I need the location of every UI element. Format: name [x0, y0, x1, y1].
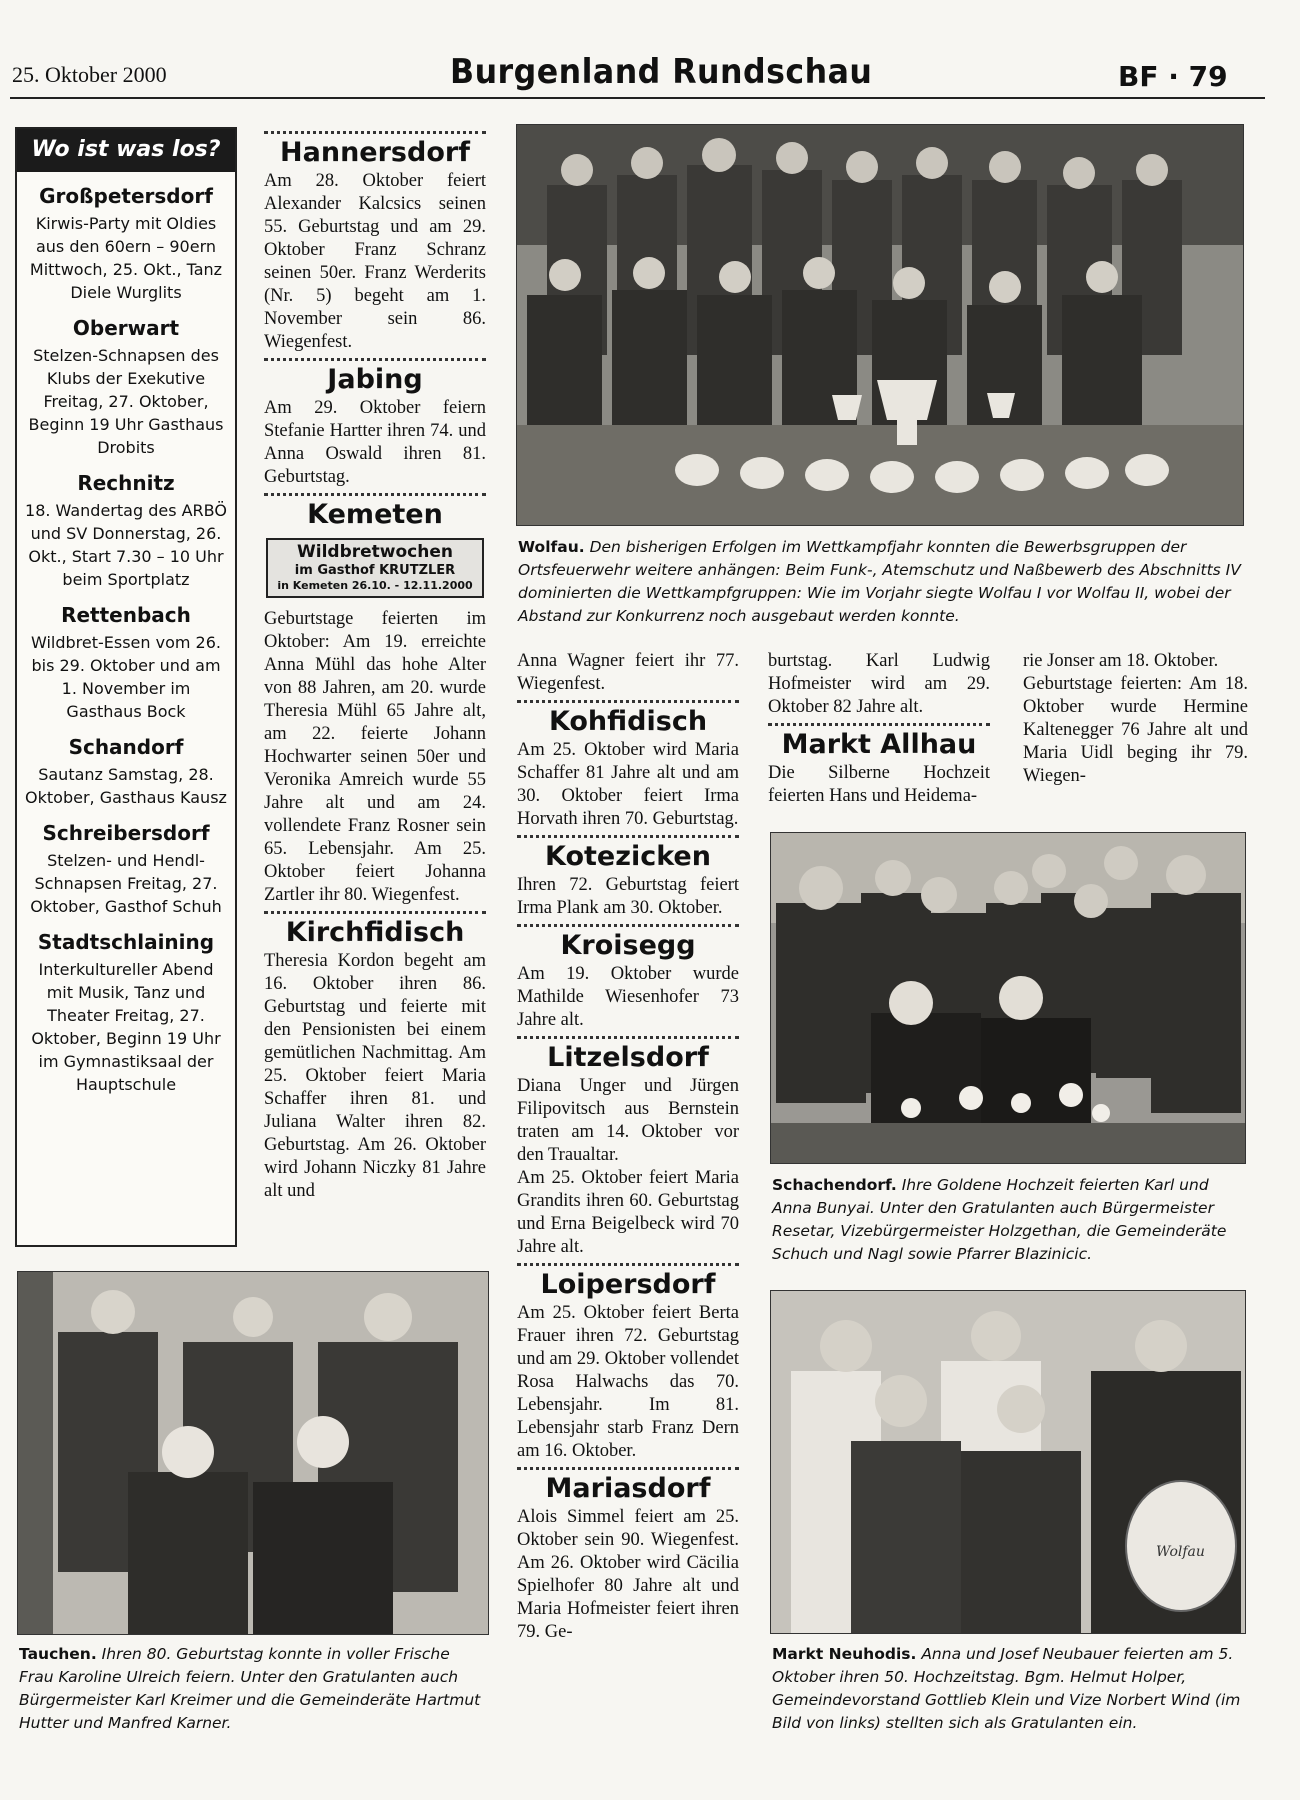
section-text: Am 25. Oktober feiert Maria Grandits ihren 60. Geburtstag und Erna Beigelbeck wird 70 Jahre alt.	[517, 1168, 739, 1257]
section-text: Die Silberne Hochzeit feierten Hans und Heidema-	[768, 763, 990, 806]
section-text: Alois Simmel feiert am 25. Oktober sein 90. Wiegenfest. Am 26. Oktober wird Cäcilia Spielhofer 80 Jahre alt und Maria Hofmeister feiert ihren 79. Ge-	[517, 1507, 739, 1642]
section-text: Anna Wagner feiert ihr 77. Wiegenfest.	[517, 651, 739, 694]
section-divider	[264, 358, 486, 361]
section-text: Diana Unger und Jürgen Filipovitsch aus Bernstein traten am 14. Oktober vor den Traualtar.	[517, 1076, 739, 1165]
section-divider	[517, 1036, 739, 1039]
section-divider	[517, 1467, 739, 1470]
section-heading: Loipersdorf	[540, 1269, 716, 1300]
section-text: Am 25. Oktober wird Maria Schaffer 81 Jahre alt und am 30. Oktober feiert Irma Horvath ihren 70. Geburtstag.	[517, 740, 739, 829]
event-place: Rechnitz	[77, 471, 175, 495]
basket-label: Wolfau	[1156, 1544, 1205, 1560]
section-text: Geburtstage feierten im Oktober: Am 19. erreichte Anna Mühl das hohe Alter von 88 Jahren, am 20. wurde Theresia Mühl 65 Jahre alt, am 22. feierte Johann Hochwarter seinen 50er und Veronika Amreich wurde 55 Jahre alt und am 24. vollendete Franz Rosner sein 65. Lebensjahr. Am 25. Oktober feiert Johanna Zartler ihr 80. Wiegenfest.	[264, 609, 486, 905]
caption-wolfau	[518, 536, 1246, 628]
section-text: Am 29. Oktober feiern Stefanie Hartter ihren 74. und Anna Oswald ihren 81. Geburtstag.	[264, 398, 486, 487]
caption-text: Ihren 80. Geburtstag konnte in voller Frische Frau Karoline Ulreich feiern. Unter den Gratulanten auch Bürgermeister Karl Kreimer und die Gemeinderäte Hartmut Hutter und Manfred Karner.	[19, 1645, 481, 1732]
section-heading: Jabing	[327, 364, 423, 395]
caption-tauchen	[19, 1643, 487, 1735]
ad-line: in Kemeten 26.10. - 12.11.2000	[277, 579, 473, 592]
section-text: Theresia Kordon begeht am 16. Oktober ihren 86. Geburtstag und feierte mit den Pensionisten bei einem gemütlichen Nachmittag. Am 25. Oktober feiert Maria Schaffer ihren 81. und Juliana Walter ihren 82. Geburtstag. Am 26. Oktober wird Johann Niczky 81 Jahre alt und	[264, 951, 486, 1201]
caption-place: Wolfau.	[518, 538, 585, 556]
event-place: Großpetersdorf	[39, 184, 213, 208]
caption-text: Anna und Josef Neubauer feierten am 5. Oktober ihren 50. Hochzeitstag. Bgm. Helmut Holper, Gemeindevorstand Gottlieb Klein und Vize Norbert Wind (im Bild von links) stellten sich als Gratulanten ein.	[772, 1645, 1241, 1732]
schachendorf-photo-graphic	[771, 833, 1245, 1163]
section-text: Am 19. Oktober wurde Mathilde Wiesenhofer 73 Jahre alt.	[517, 964, 739, 1030]
event-item	[17, 930, 235, 1096]
event-place: Schreibersdorf	[42, 821, 210, 845]
section-divider	[517, 835, 739, 838]
photo-tauchen	[17, 1271, 489, 1635]
event-item	[17, 184, 235, 304]
caption-place: Tauchen.	[19, 1645, 97, 1663]
section-text: rie Jonser am 18. Oktober.	[1023, 651, 1219, 671]
section-divider	[517, 924, 739, 927]
section-divider	[264, 493, 486, 496]
section-divider	[517, 1263, 739, 1266]
caption-schachendorf	[772, 1174, 1244, 1266]
section-text: Ihren 72. Geburtstag feiert Irma Plank am 30. Oktober.	[517, 875, 739, 918]
section-heading: Mariasdorf	[545, 1473, 711, 1504]
tauchen-photo-graphic	[18, 1272, 488, 1634]
event-item	[17, 316, 235, 459]
event-item	[17, 471, 235, 591]
event-place: Schandorf	[68, 735, 184, 759]
page-number: BF · 79	[1118, 60, 1228, 93]
photo-wolfau-fire-brigade	[516, 124, 1244, 526]
section-heading: Hannersdorf	[280, 137, 470, 168]
neuhodis-photo-graphic	[771, 1291, 1245, 1633]
event-text: 18. Wandertag des ARBÖ und SV Donnerstag, 26. Okt., Start 7.30 – 10 Uhr beim Sportplatz	[25, 501, 227, 589]
photo-markt-neuhodis	[770, 1290, 1246, 1634]
section-divider	[517, 700, 739, 703]
caption-text: Ihre Goldene Hochzeit feierten Karl und Anna Bunyai. Unter den Gratulanten auch Bürgermeister Resetar, Vizebürgermeister Holzgethan, die Gemeinderäte Schuch und Nagl sowie Pfarrer Blazinicic.	[772, 1176, 1227, 1263]
newspaper-title: Burgenland Rundschau	[450, 52, 873, 92]
section-text: Am 25. Oktober feiert Berta Frauer ihren 72. Geburtstag und am 29. Oktober vollendet Rosa Halwachs das 70. Lebensjahr. Im 81. Lebensjahr starb Franz Dern am 16. Oktober.	[517, 1303, 739, 1461]
ad-line: im Gasthof KRUTZLER	[294, 563, 456, 578]
section-heading: Kohfidisch	[548, 706, 708, 737]
caption-place: Markt Neuhodis.	[772, 1645, 917, 1663]
event-text: Kirwis-Party mit Oldies aus den 60ern – 90ern Mittwoch, 25. Okt., Tanz Diele Wurglits	[29, 214, 223, 302]
header-rule	[10, 97, 1265, 99]
section-divider	[264, 131, 486, 134]
section-text: Am 28. Oktober feiert Alexander Kalcsics seinen 55. Geburtstag und am 29. Oktober Franz Schranz seinen 50er. Franz Werderits (Nr. 5) begeht am 1. November sein 86. Wiegenfest.	[264, 171, 486, 352]
event-item	[17, 735, 235, 809]
event-text: Stelzen- und Hendl-Schnapsen Freitag, 27. Oktober, Gasthof Schuh	[30, 851, 222, 916]
column-3	[517, 650, 739, 1644]
column-2	[264, 127, 486, 1203]
issue-date: 25. Oktober 2000	[12, 62, 167, 87]
caption-text: Den bisherigen Erfolgen im Wettkampfjahr konnten die Bewerbsgruppen der Ortsfeuerwehr weitere anhängen: Beim Funk-, Atemschutz und Naßbewerb des Abschnitts IV dominierten die Wettkampfgruppen: Wie im Vorjahr siegte Wolfau I vor Wolfau II, wobei der Abstand zur Konkurrenz noch ausgebaut werden konnte.	[518, 538, 1241, 625]
section-text: burtstag. Karl Ludwig Hofmeister wird am 29. Oktober 82 Jahre alt.	[768, 651, 990, 717]
advertisement-box	[266, 538, 484, 598]
event-place: Stadtschlaining	[37, 930, 215, 954]
event-place: Rettenbach	[61, 603, 191, 627]
fire-brigade-photo-graphic	[517, 125, 1243, 525]
events-heading: Wo ist was los?	[17, 129, 235, 172]
section-heading: Kroisegg	[560, 930, 696, 961]
section-heading: Litzelsdorf	[547, 1042, 709, 1073]
column-4	[768, 650, 990, 808]
section-divider	[264, 911, 486, 914]
event-text: Stelzen-Schnapsen des Klubs der Exekutive Freitag, 27. Oktober, Beginn 19 Uhr Gasthaus Drobits	[28, 346, 224, 457]
section-heading: Kemeten	[307, 499, 443, 530]
section-heading: Kotezicken	[545, 841, 711, 872]
event-text: Sautanz Samstag, 28. Oktober, Gasthaus Kausz	[25, 765, 227, 807]
event-item	[17, 603, 235, 723]
section-divider	[768, 723, 990, 726]
section-heading: Markt Allhau	[781, 729, 977, 760]
caption-markt-neuhodis	[772, 1643, 1246, 1735]
event-text: Interkultureller Abend mit Musik, Tanz und Theater Freitag, 27. Oktober, Beginn 19 Uhr im Gymnastiksaal der Hauptschule	[31, 960, 221, 1094]
photo-schachendorf	[770, 832, 1246, 1164]
section-text: Geburtstage feierten: Am 18. Oktober wurde Hermine Kaltenegger 76 Jahre alt und Maria Uidl beging ihr 79. Wiegen-	[1023, 674, 1248, 786]
column-5	[1023, 650, 1248, 788]
ad-line: Wildbretwochen	[297, 542, 453, 562]
caption-place: Schachendorf.	[772, 1176, 897, 1194]
section-heading: Kirchfidisch	[285, 917, 465, 948]
event-place: Oberwart	[72, 316, 180, 340]
events-box	[15, 127, 237, 1247]
event-text: Wildbret-Essen vom 26. bis 29. Oktober und am 1. November im Gasthaus Bock	[30, 633, 221, 721]
event-item	[17, 821, 235, 918]
